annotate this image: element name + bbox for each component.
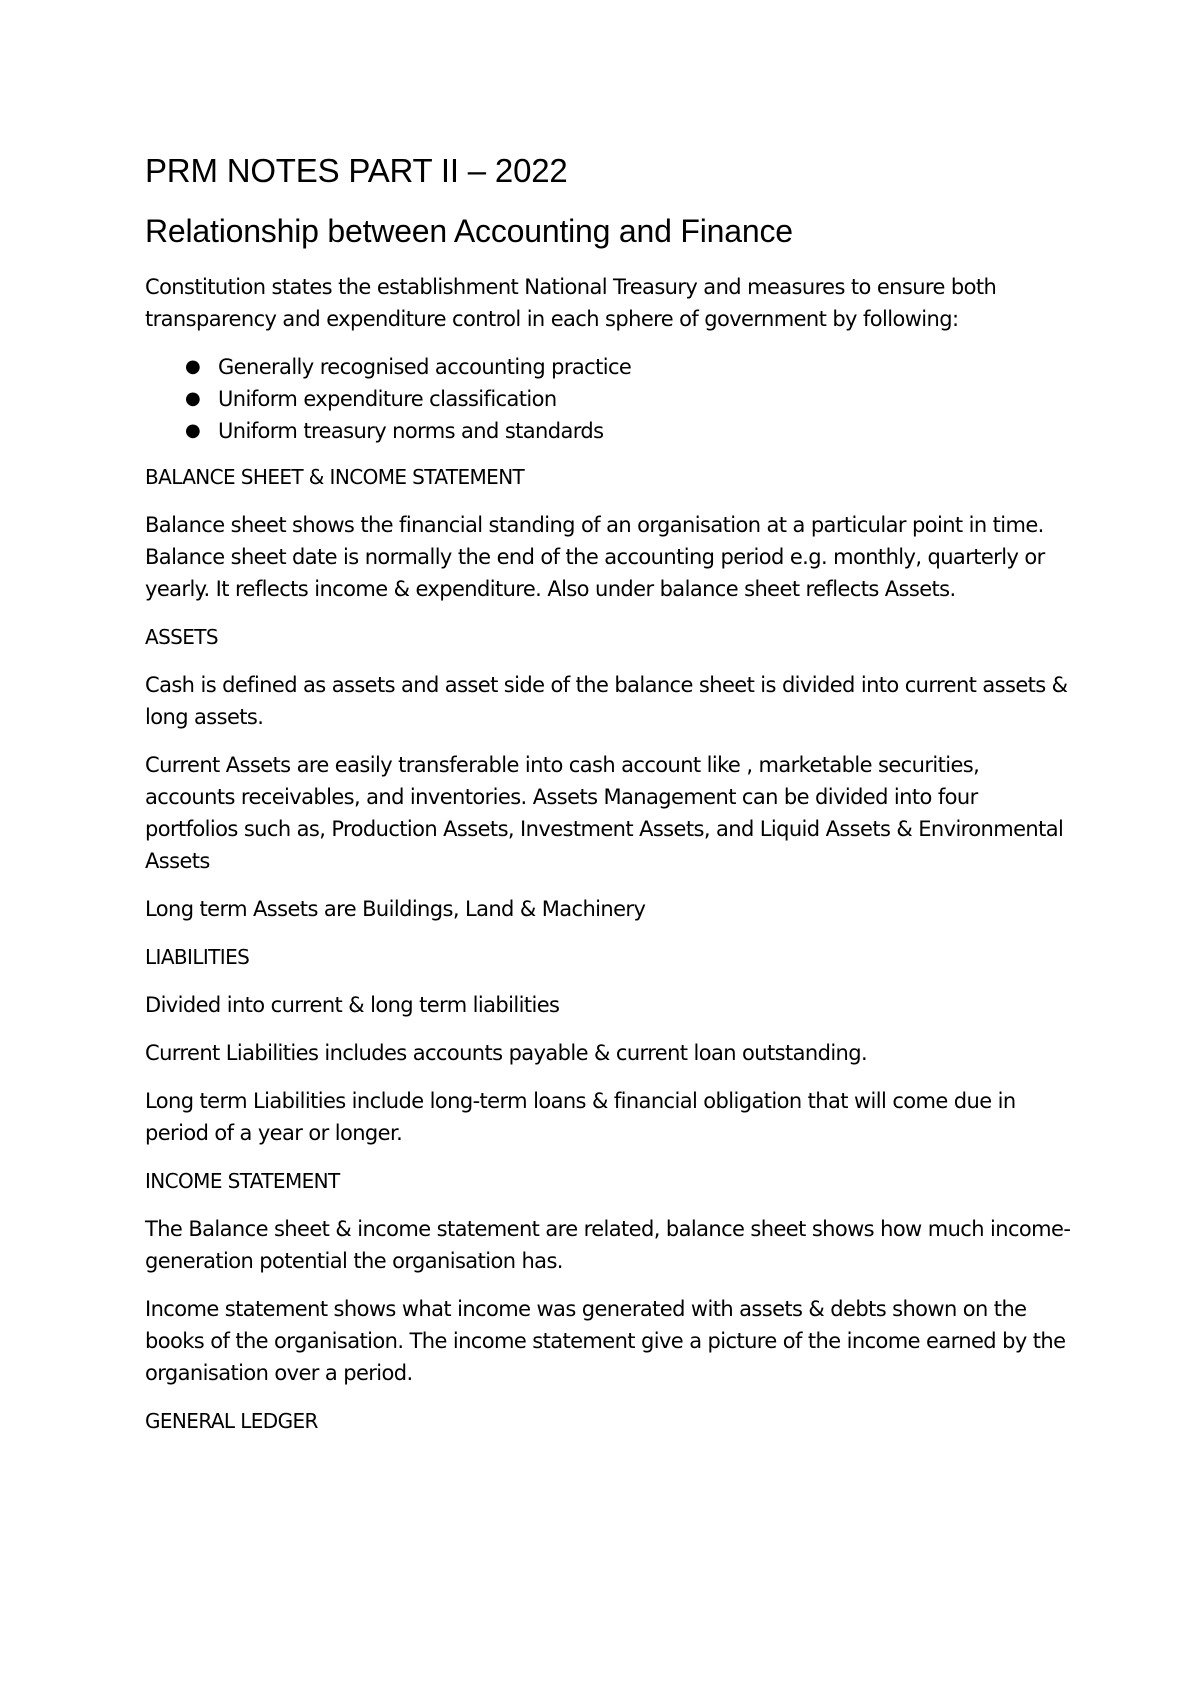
section-heading-balance-sheet: BALANCE SHEET & INCOME STATEMENT [145, 465, 525, 490]
assets-paragraph: Cash is defined as assets and asset side of the balance sheet is divided into current assets & long assets. [145, 673, 1068, 730]
bullet-list [145, 351, 1075, 447]
long-term-assets-paragraph: Long term Assets are Buildings, Land & Machinery [145, 897, 646, 922]
liabilities-paragraph: Divided into current & long term liabilities [145, 993, 560, 1018]
document-title: PRM NOTES PART II – 2022 [145, 152, 568, 189]
balance-sheet-paragraph: Balance sheet shows the financial standing of an organisation at a particular point in time. Balance sheet date is normally the end of the accounting period e.g. monthly, quarterly or yearly. It reflects income & expenditure. Also under balance sheet reflects Assets. [145, 513, 1045, 602]
section-heading-liabilities: LIABILITIES [145, 945, 250, 970]
list-item-text: Uniform expenditure classification [218, 387, 557, 412]
bullet-icon: ● [185, 388, 201, 410]
current-liabilities-paragraph: Current Liabilities includes accounts payable & current loan outstanding. [145, 1041, 868, 1066]
intro-paragraph: Constitution states the establishment National Treasury and measures to ensure both transparency and expenditure control in each sphere of government by following: [145, 275, 997, 332]
list-item [145, 383, 1075, 415]
list-item-text: Uniform treasury norms and standards [218, 419, 604, 444]
section-heading-assets: ASSETS [145, 625, 219, 650]
document-page [145, 150, 1075, 1453]
section-heading-income-statement: INCOME STATEMENT [145, 1169, 340, 1194]
income-statement-paragraph-2: Income statement shows what income was generated with assets & debts shown on the books of the organisation. The income statement give a picture of the income earned by the organisation over a period. [145, 1297, 1066, 1386]
section-heading-general-ledger: GENERAL LEDGER [145, 1409, 318, 1434]
list-item [145, 351, 1075, 383]
list-item [145, 415, 1075, 447]
current-assets-paragraph: Current Assets are easily transferable into cash account like , marketable securities, accounts receivables, and inventories. Assets Management can be divided into four portfolios such as, Production Assets, Investment Assets, and Liquid Assets & Environmental Assets [145, 753, 1064, 874]
bullet-icon: ● [185, 420, 201, 442]
long-term-liabilities-paragraph: Long term Liabilities include long-term loans & financial obligation that will come due in period of a year or longer. [145, 1089, 1016, 1146]
list-item-text: Generally recognised accounting practice [218, 355, 632, 380]
income-statement-paragraph-1: The Balance sheet & income statement are related, balance sheet shows how much income-generation potential the organisation has. [145, 1217, 1071, 1274]
bullet-icon: ● [185, 356, 201, 378]
document-subtitle: Relationship between Accounting and Finance [145, 213, 793, 250]
